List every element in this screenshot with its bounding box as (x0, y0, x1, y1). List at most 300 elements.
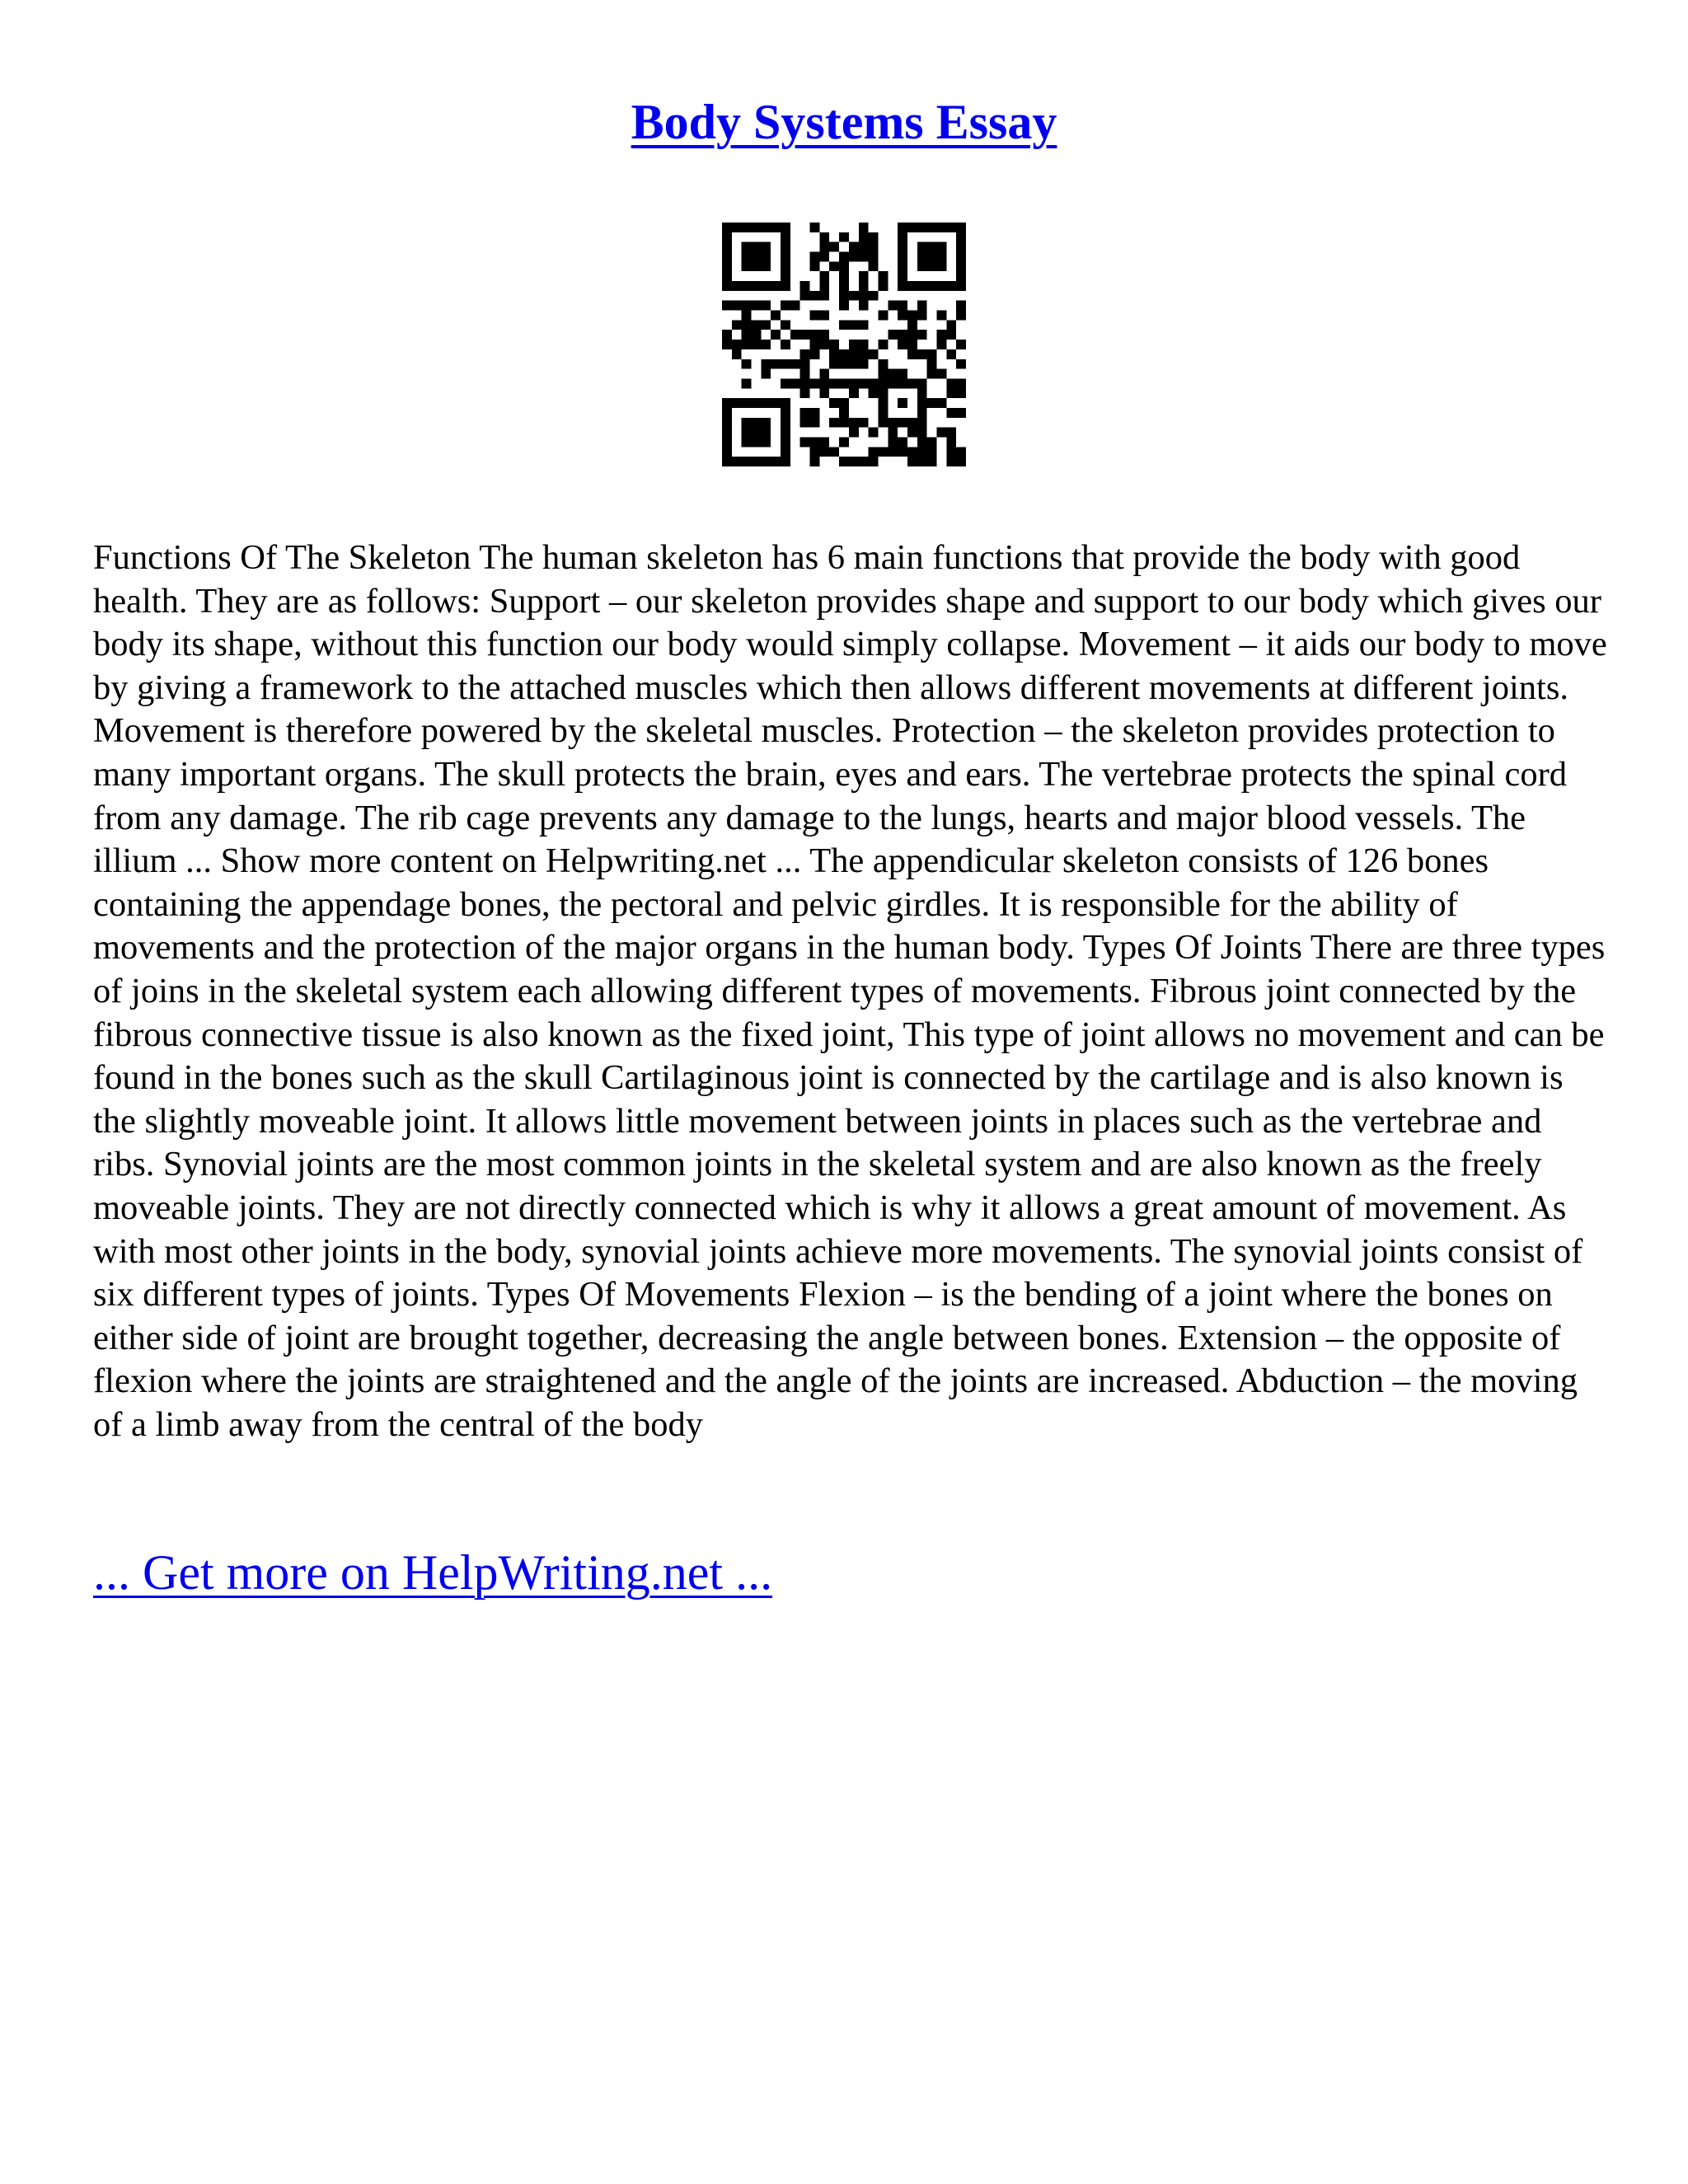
qr-module (742, 378, 752, 388)
qr-module (761, 242, 771, 252)
qr-module (956, 242, 966, 252)
qr-module (859, 349, 869, 359)
qr-module (829, 242, 839, 252)
qr-module (752, 261, 762, 271)
qr-module (781, 232, 790, 242)
qr-module (732, 223, 742, 232)
qr-module (810, 311, 820, 321)
qr-module (839, 261, 849, 271)
qr-module (849, 252, 859, 262)
qr-module (752, 340, 762, 349)
qr-module (819, 369, 829, 379)
qr-module (907, 378, 917, 388)
qr-module (800, 437, 810, 447)
qr-module (946, 428, 956, 438)
qr-module (878, 311, 888, 321)
qr-module (722, 271, 732, 281)
qr-module (946, 320, 956, 330)
qr-module (722, 242, 732, 252)
get-more-link[interactable]: ... Get more on HelpWriting.net ... (93, 1545, 773, 1600)
qr-module (839, 359, 849, 369)
qr-module (829, 261, 839, 271)
qr-module (878, 281, 888, 291)
qr-module (810, 457, 820, 466)
qr-module (946, 447, 956, 457)
qr-module (761, 437, 771, 447)
qr-module (898, 252, 907, 262)
qr-module (839, 301, 849, 311)
qr-module (869, 388, 879, 398)
qr-module (781, 378, 790, 388)
qr-module (936, 369, 946, 379)
qr-module (888, 447, 898, 457)
qr-module (800, 291, 810, 301)
qr-module (742, 242, 752, 252)
qr-module (898, 398, 907, 408)
qr-module (752, 223, 762, 232)
qr-module (936, 330, 946, 340)
qr-module (742, 252, 752, 262)
qr-module (839, 349, 849, 359)
qr-module (752, 320, 762, 330)
qr-module (917, 223, 927, 232)
qr-module (927, 359, 937, 369)
qr-module (869, 291, 879, 301)
qr-module (781, 271, 790, 281)
qr-module (936, 223, 946, 232)
qr-module (742, 359, 752, 369)
qr-module (898, 261, 907, 271)
qr-module (927, 281, 937, 291)
qr-module (878, 408, 888, 418)
qr-module (956, 223, 966, 232)
qr-module (781, 261, 790, 271)
qr-module (722, 457, 732, 466)
qr-module (800, 369, 810, 379)
qr-module (898, 378, 907, 388)
qr-module (849, 340, 859, 349)
qr-module (732, 457, 742, 466)
qr-module (859, 223, 869, 232)
qr-module (849, 378, 859, 388)
qr-module (956, 301, 966, 311)
qr-module (839, 437, 849, 447)
qr-module (946, 437, 956, 447)
qr-module (869, 242, 879, 252)
qr-module (722, 418, 732, 428)
qr-module (849, 291, 859, 301)
qr-module (927, 223, 937, 232)
qr-module (898, 340, 907, 349)
qr-module (781, 320, 790, 330)
qr-module (781, 418, 790, 428)
qr-module (849, 359, 859, 369)
qr-module (839, 281, 849, 291)
qr-module (761, 301, 771, 311)
qr-module (771, 457, 781, 466)
qr-module (771, 359, 781, 369)
qr-module (888, 428, 898, 438)
qr-module (819, 311, 829, 321)
qr-module (898, 271, 907, 281)
title-container (0, 89, 1688, 155)
qr-module (898, 330, 907, 340)
qr-module (936, 281, 946, 291)
qr-module (829, 398, 839, 408)
qr-module (917, 311, 927, 321)
qr-module (722, 398, 732, 408)
qr-module (956, 271, 966, 281)
qr-module (917, 447, 927, 457)
qr-module (849, 428, 859, 438)
qr-module (878, 398, 888, 408)
qr-module (761, 320, 771, 330)
qr-module (752, 418, 762, 428)
qr-module (810, 418, 820, 428)
qr-module (927, 349, 937, 359)
qr-module (819, 252, 829, 262)
qr-module (859, 271, 869, 281)
qr-module (927, 398, 937, 408)
qr-module (869, 232, 879, 242)
qr-module (956, 311, 966, 321)
qr-module (761, 340, 771, 349)
qr-module (907, 281, 917, 291)
qr-module (946, 457, 956, 466)
qr-module (819, 330, 829, 340)
qr-module (898, 232, 907, 242)
qr-module (742, 457, 752, 466)
qr-module (907, 320, 917, 330)
qr-module (898, 242, 907, 252)
qr-module (956, 281, 966, 291)
qr-module (946, 349, 956, 359)
qr-module (781, 242, 790, 252)
qr-module (800, 330, 810, 340)
qr-module (742, 261, 752, 271)
qr-module (927, 261, 937, 271)
qr-module (869, 378, 879, 388)
essay-body-text: Functions Of The Skeleton The human skeleton has 6 main functions that provide the body with good health. They are as follows: Support – our skeleton provides shape and support to our body which gives our body its shape, without this function our body would simply collapse. Movement – it aids our body to move by giving a framework to the attached muscles which then allows different movements at different joints. Movement is therefore powered by the skeletal muscles. Protection – the skeleton provides protection to many important organs. The skull protects the brain, eyes and ears. The vertebrae protects the spinal cord from any damage. The rib cage prevents any damage to the lungs, hearts and major blood vessels. The illium ... Show more content on Helpwriting.net ... The appendicular skeleton consists of 126 bones containing the appendage bones, the pectoral and pelvic girdles. It is responsible for the ability of movements and the protection of the major organs in the human body. Types Of Joints There are three types of joins in the skeletal system each allowing different types of movements. Fibrous joint connected by the fibrous connective tissue is also known as the fixed joint, This type of joint allows no movement and can be found in the bones such as the skull Cartilaginous joint is connected by the cartilage and is also known is the slightly moveable joint. It allows little movement between joints in places such as the vertebrae and ribs. Synovial joints are the most common joints in the skeletal system and are also known as the freely moveable joints. They are not directly connected which is why it allows a great amount of movement. As with most other joints in the body, synovial joints achieve more movements. The synovial joints consist of six different types of joints. Types Of Movements Flexion – is the bending of a joint where the bones on either side of joint are brought together, decreasing the angle between bones. Extension – the opposite of flexion where the joints are straightened and the angle of the joints are increased. Abduction – the moving of a limb away from the central of the body (93, 538, 1607, 1444)
qr-module (800, 388, 810, 398)
qr-module (849, 418, 859, 428)
qr-module (946, 378, 956, 388)
qr-module (800, 378, 810, 388)
qr-module (722, 252, 732, 262)
qr-module (829, 349, 839, 359)
qr-module (946, 330, 956, 340)
qr-module (829, 447, 839, 457)
qr-module (829, 359, 839, 369)
qr-module (907, 418, 917, 428)
qr-module (888, 418, 898, 428)
qr-module (917, 242, 927, 252)
qr-module (742, 437, 752, 447)
qr-module (722, 330, 732, 340)
qr-module (888, 369, 898, 379)
qr-module (927, 242, 937, 252)
qr-module (936, 398, 946, 408)
qr-module (956, 378, 966, 388)
qr-module (849, 388, 859, 398)
qr-module (771, 311, 781, 321)
qr-module (722, 261, 732, 271)
qr-module (781, 447, 790, 457)
qr-module (869, 428, 879, 438)
qr-module (869, 252, 879, 262)
qr-module (800, 349, 810, 359)
qr-module (781, 408, 790, 418)
qr-module (907, 349, 917, 359)
qr-module (810, 340, 820, 349)
qr-module (859, 340, 869, 349)
qr-module (907, 428, 917, 438)
qr-module (936, 428, 946, 438)
qr-module (907, 447, 917, 457)
qr-module (859, 252, 869, 262)
qr-module (917, 349, 927, 359)
qr-module (946, 281, 956, 291)
qr-module (781, 301, 790, 311)
qr-module (917, 418, 927, 428)
qr-module (752, 301, 762, 311)
qr-module (752, 398, 762, 408)
qr-module (722, 340, 732, 349)
qr-module (956, 447, 966, 457)
qr-module (781, 340, 790, 349)
qr-module (898, 418, 907, 428)
qr-module (878, 378, 888, 388)
qr-module (819, 232, 829, 242)
qr-module (742, 330, 752, 340)
qr-module (742, 281, 752, 291)
qr-module (732, 398, 742, 408)
qr-module (917, 437, 927, 447)
qr-module (917, 330, 927, 340)
qr-module (839, 271, 849, 281)
qr-module (819, 437, 829, 447)
qr-module (819, 378, 829, 388)
qr-module (898, 301, 907, 311)
qr-module (722, 223, 732, 232)
qr-module (839, 398, 849, 408)
qr-module (781, 437, 790, 447)
qr-module (859, 242, 869, 252)
qr-module (839, 291, 849, 301)
qr-module (752, 330, 762, 340)
qr-module (742, 428, 752, 438)
qr-module (742, 223, 752, 232)
qr-module (839, 232, 849, 242)
qr-module (917, 378, 927, 388)
qr-module (722, 232, 732, 242)
qr-module (956, 359, 966, 369)
qr-module (761, 223, 771, 232)
qr-module (888, 378, 898, 388)
qr-module (898, 281, 907, 291)
qr-module (752, 252, 762, 262)
qr-module (829, 378, 839, 388)
qr-module (907, 223, 917, 232)
qr-module (732, 320, 742, 330)
qr-module (878, 340, 888, 349)
qr-module (742, 301, 752, 311)
qr-module (859, 418, 869, 428)
qr-module (800, 281, 810, 291)
qr-module (917, 301, 927, 311)
qr-module (722, 301, 732, 311)
qr-module (946, 388, 956, 398)
qr-module (790, 301, 800, 311)
qr-module (819, 271, 829, 281)
qr-module (752, 457, 762, 466)
qr-module (781, 428, 790, 438)
qr-module (917, 398, 927, 408)
qr-module (761, 359, 771, 369)
qr-module (761, 369, 771, 379)
qr-module (781, 398, 790, 408)
qr-module (800, 408, 810, 418)
qr-module (859, 378, 869, 388)
qr-module (819, 291, 829, 301)
qr-module (907, 457, 917, 466)
qr-module (800, 359, 810, 369)
qr-module (859, 301, 869, 311)
qr-module (829, 340, 839, 349)
qr-module (898, 437, 907, 447)
qr-module (956, 408, 966, 418)
qr-module (790, 378, 800, 388)
qr-module (810, 291, 820, 301)
qr-module (956, 232, 966, 242)
qr-module (839, 457, 849, 466)
qr-module (819, 447, 829, 457)
qr-module (849, 457, 859, 466)
qr-module (732, 340, 742, 349)
qr-module (722, 281, 732, 291)
qr-module (927, 457, 937, 466)
qr-module (849, 242, 859, 252)
qr-module (742, 398, 752, 408)
qr-module (819, 388, 829, 398)
qr-module (859, 457, 869, 466)
qr-module (810, 378, 820, 388)
qr-module (819, 242, 829, 252)
qr-module (819, 281, 829, 291)
qr-module (771, 398, 781, 408)
qr-module (819, 340, 829, 349)
qr-module (907, 330, 917, 340)
qr-module (927, 447, 937, 457)
qr-module (722, 437, 732, 447)
qr-module (722, 408, 732, 418)
qr-module (946, 408, 956, 418)
qr-module (771, 330, 781, 340)
qr-code-icon (722, 223, 966, 466)
qr-module (810, 261, 820, 271)
qr-module (917, 408, 927, 418)
qr-module (956, 388, 966, 398)
qr-module (956, 340, 966, 349)
qr-module (936, 261, 946, 271)
qr-module (878, 359, 888, 369)
qr-module (742, 320, 752, 330)
qr-module (732, 281, 742, 291)
qr-module (752, 437, 762, 447)
qr-module (839, 418, 849, 428)
qr-module (810, 252, 820, 262)
qr-module (946, 223, 956, 232)
qr-module (898, 369, 907, 379)
qr-module (917, 281, 927, 291)
qr-module (917, 252, 927, 262)
qr-module (761, 457, 771, 466)
qr-module (761, 398, 771, 408)
page-title-link[interactable]: Body Systems Essay (631, 95, 1057, 149)
qr-module (936, 340, 946, 349)
qr-module (732, 349, 742, 359)
qr-module (917, 261, 927, 271)
qr-module (790, 359, 800, 369)
qr-module (859, 320, 869, 330)
qr-module (742, 340, 752, 349)
qr-module (829, 418, 839, 428)
qr-module (869, 447, 879, 457)
qr-module (936, 311, 946, 321)
qr-module (752, 281, 762, 291)
qr-module (742, 418, 752, 428)
qr-module (810, 408, 820, 418)
qr-module (752, 242, 762, 252)
qr-module (859, 281, 869, 291)
qr-module (839, 320, 849, 330)
qr-module (927, 252, 937, 262)
qr-module (859, 291, 869, 301)
qr-module (761, 252, 771, 262)
qr-module (956, 261, 966, 271)
qr-module (859, 232, 869, 242)
qr-module (878, 418, 888, 428)
qr-module (936, 242, 946, 252)
qr-module (869, 457, 879, 466)
qr-module (878, 447, 888, 457)
qr-module (810, 223, 820, 232)
qr-module (761, 418, 771, 428)
qr-module (859, 359, 869, 369)
qr-module (888, 301, 898, 311)
qr-module (810, 447, 820, 457)
qr-module (956, 457, 966, 466)
qr-module (878, 369, 888, 379)
qr-module (898, 223, 907, 232)
qr-module (849, 349, 859, 359)
qr-module (849, 320, 859, 330)
qr-module (927, 369, 937, 379)
qr-module (888, 437, 898, 447)
qr-module (761, 261, 771, 271)
qr-module (869, 261, 879, 271)
qr-module (956, 252, 966, 262)
qr-module (907, 340, 917, 349)
qr-module (878, 271, 888, 281)
qr-module (800, 418, 810, 428)
qr-module (917, 457, 927, 466)
qr-module (898, 447, 907, 457)
qr-module (936, 252, 946, 262)
qr-module (869, 349, 879, 359)
qr-module (839, 378, 849, 388)
qr-module (781, 281, 790, 291)
